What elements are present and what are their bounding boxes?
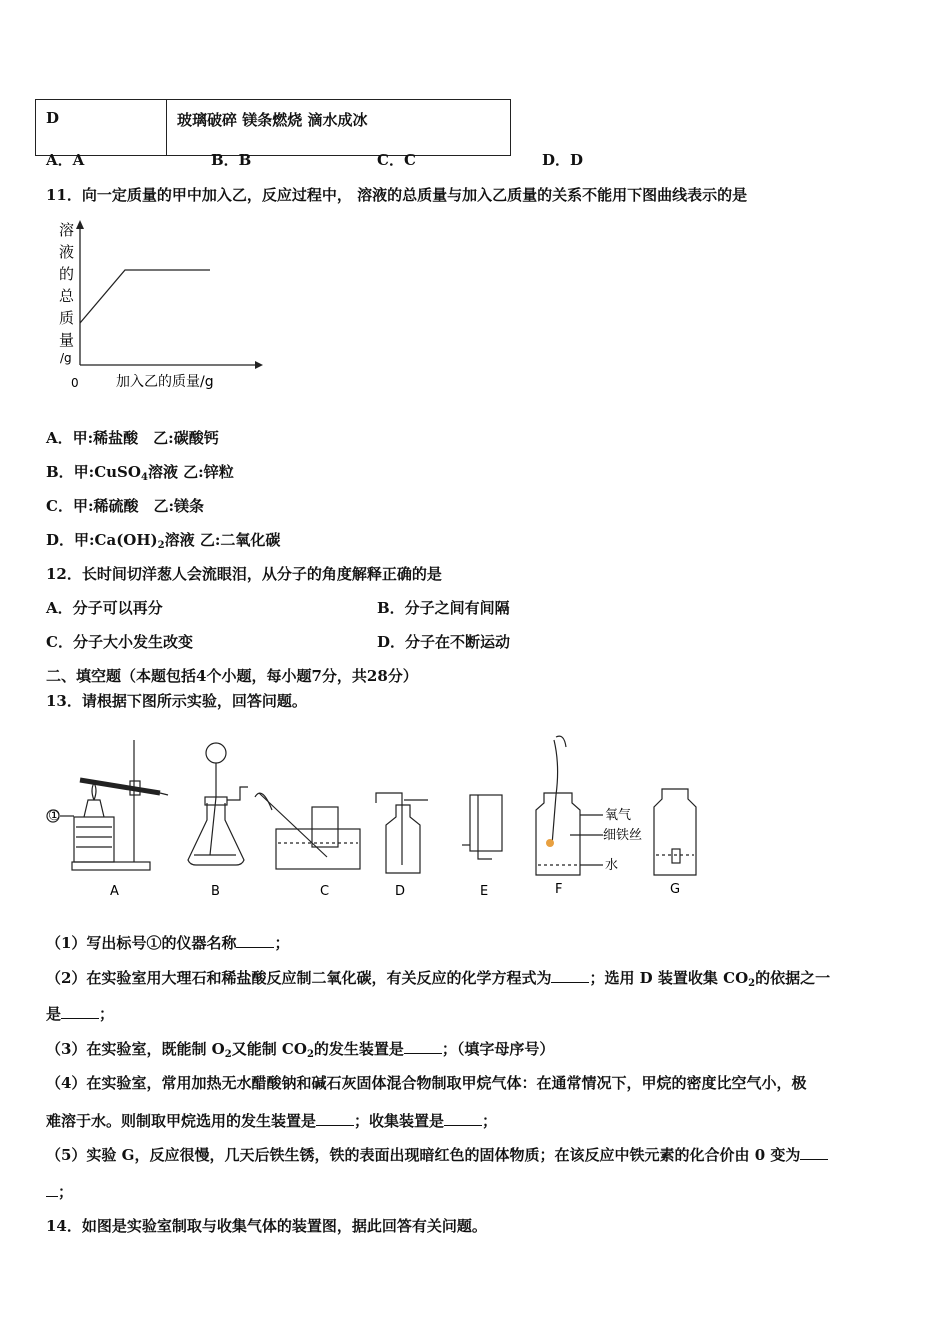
answer-blank[interactable]	[404, 1039, 442, 1054]
answer-blank[interactable]	[444, 1111, 482, 1126]
q11-option-b: B．甲:CuSO$_4$溶液 乙:锌粒	[46, 463, 234, 483]
label-g: G	[670, 882, 681, 897]
spark-icon	[546, 839, 554, 847]
q13-part2-line1: （2）在实验室用大理石和稀盐酸反应制二氧化碳，有关反应的化学方程式为 ；选用 D 装置收集 $CO_2$的依据之一	[46, 969, 831, 989]
q12-option-a: A．分子可以再分	[46, 599, 163, 617]
table-cell-label: D	[36, 100, 167, 156]
label-b: B	[211, 884, 220, 899]
ylabel-char-5: 质	[59, 309, 75, 327]
ylabel-char-1: 溶	[59, 221, 75, 239]
marker-1: ①	[48, 808, 61, 824]
apparatus-g	[654, 789, 696, 875]
label-iron-wire: 细铁丝	[603, 828, 643, 843]
q12-stem: 12．长时间切洋葱人会流眼泪，从分子的角度解释正确的是	[46, 565, 442, 583]
q13-part5-line1: （5）实验 G，反应很慢，几天后铁生锈，铁的表面出现暗红色的固体物质；在该反应中铁元素的化合价由 0 变为	[46, 1145, 828, 1165]
ylabel-char-3: 的	[59, 265, 75, 283]
q11-option-c: C．甲:稀硫酸 乙:镁条	[46, 497, 205, 515]
ylabel-char-6: 量	[59, 331, 75, 349]
q13-part5-line2: ；	[46, 1182, 73, 1202]
answer-blank[interactable]	[46, 1182, 58, 1197]
table-cell-content: 玻璃破碎 镁条燃烧 滴水成冰	[167, 100, 511, 156]
ylabel-char-2: 液	[59, 243, 75, 261]
label-f: F	[555, 882, 563, 897]
q11-option-a: A．甲:稀盐酸 乙:碳酸钙	[46, 429, 219, 447]
apparatus-d	[376, 793, 428, 873]
answer-blank[interactable]	[316, 1111, 354, 1126]
section-heading: 二、填空题（本题包括4个小题，每小题7分，共28分）	[46, 667, 418, 685]
apparatus-figure	[40, 725, 720, 905]
q10-option-c: C．C	[377, 151, 416, 169]
answer-blank[interactable]	[61, 1004, 99, 1019]
graph-curve	[80, 270, 210, 323]
ylabel-unit: /g	[60, 351, 72, 365]
q13-part3: （3）在实验室，既能制 $O_2$又能制 $CO_2$的发生装置是 ；（填字母序号）	[46, 1040, 555, 1060]
label-d: D	[395, 884, 406, 899]
q10-option-b: B．B	[211, 151, 252, 169]
label-water: 水	[605, 858, 619, 873]
q10-option-d: D．D	[542, 151, 584, 169]
options-table	[35, 99, 511, 156]
apparatus-f	[536, 736, 603, 875]
answer-blank[interactable]	[236, 933, 274, 948]
apparatus-a	[47, 740, 168, 870]
x-axis-arrow	[255, 361, 263, 369]
answer-blank[interactable]	[551, 968, 589, 983]
q10-option-a: A．A	[46, 151, 85, 169]
q13-stem: 13．请根据下图所示实验，回答问题。	[46, 692, 307, 710]
q12-option-b: B．分子之间有间隔	[377, 599, 510, 617]
answer-blank[interactable]	[800, 1145, 828, 1160]
q12-option-d: D．分子在不断运动	[377, 633, 511, 651]
graph-origin: 0	[71, 376, 79, 390]
q14-stem: 14．如图是实验室制取与收集气体的装置图，据此回答有关问题。	[46, 1217, 487, 1235]
apparatus-b	[188, 743, 248, 865]
q11-graph	[50, 215, 270, 395]
apparatus-c	[255, 793, 360, 869]
q11-option-d: D．甲$:Ca(OH)_2$溶液 乙:二氧化碳	[46, 531, 281, 551]
q12-option-c: C．分子大小发生改变	[46, 633, 193, 651]
label-e: E	[480, 884, 489, 899]
q13-part4-line1: （4）在实验室，常用加热无水醋酸钠和碱石灰固体混合物制取甲烷气体：在通常情况下，甲烷的密度比空气小，极	[46, 1074, 807, 1092]
q13-part2-line2: 是 ；	[46, 1005, 115, 1023]
label-a: A	[110, 884, 119, 899]
y-axis-arrow	[76, 220, 84, 229]
ylabel-char-4: 总	[59, 287, 75, 305]
q13-part1: （1）写出标号①的仪器名称 ；	[46, 934, 290, 952]
label-c: C	[320, 884, 330, 899]
q13-part4-line2: 难溶于水。则制取甲烷选用的发生装置是 ；收集装置是 ；	[46, 1112, 498, 1130]
table-row	[36, 100, 511, 156]
q11-stem: 11．向一定质量的甲中加入乙，反应过程中， 溶液的总质量与加入乙质量的关系不能用下图曲线表示的是	[46, 186, 748, 204]
apparatus-e	[462, 795, 502, 859]
xlabel: 加入乙的质量/g	[116, 374, 214, 390]
label-oxygen: 氧气	[605, 808, 632, 823]
